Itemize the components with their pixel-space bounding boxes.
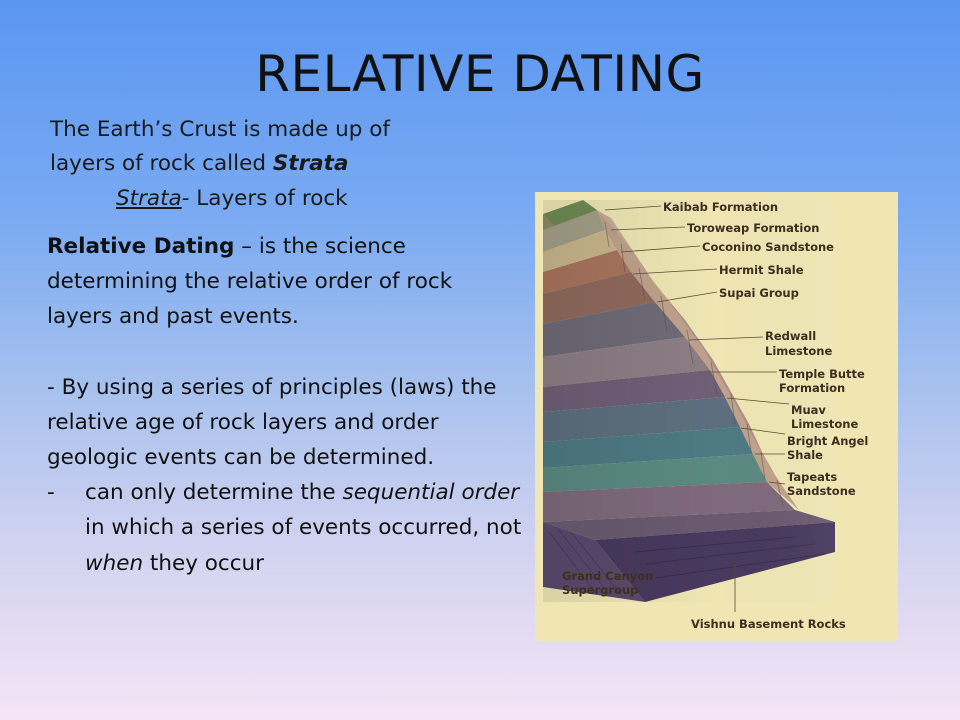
label-bright-angel-1: Bright Angel <box>787 434 869 448</box>
relative-dating-text: – is the science determining the relative order of rock layers and past events. <box>47 234 453 330</box>
bullet-text <box>85 475 522 581</box>
strata-emphasis: Strata <box>272 151 349 176</box>
label-redwall-1: Redwall <box>765 329 817 343</box>
bullet-dash: - <box>47 480 55 506</box>
label-tapeats-1: Tapeats <box>787 470 838 484</box>
label-hermit-shale: Hermit Shale <box>719 263 804 277</box>
crust-line-2 <box>50 147 470 181</box>
label-coconino-sandstone: Coconino Sandstone <box>702 240 834 254</box>
body-text <box>47 229 522 581</box>
sequential-order-bullet <box>47 475 522 581</box>
label-muav-1: Muav <box>791 403 826 417</box>
label-temple-butte-1: Temple Butte <box>779 367 865 381</box>
slide-title: RELATIVE DATING <box>255 45 705 103</box>
label-supai-group: Supai Group <box>719 286 799 300</box>
relative-dating-term: Relative Dating <box>47 234 235 259</box>
crust-line-1: The Earth’s Crust is made up of <box>50 117 390 142</box>
bullet-text-2: in which a series of events occurred, not <box>85 515 522 541</box>
bullet-text-3: they occur <box>143 550 265 576</box>
label-grand-canyon-supergroup-2: Supergroup <box>562 583 639 597</box>
label-toroweap-formation: Toroweap Formation <box>687 221 820 235</box>
label-redwall-2: Limestone <box>765 344 833 358</box>
strata-definition <box>116 182 348 216</box>
principles-paragraph: - By using a series of principles (laws) the relative age of rock layers and order geologic events can be determined. <box>47 374 497 471</box>
sequential-order-emphasis: sequential order <box>342 480 520 506</box>
label-vishnu-basement-rocks: Vishnu Basement Rocks <box>691 617 846 631</box>
grand-canyon-strata-figure <box>535 192 898 641</box>
label-tapeats-2: Sandstone <box>787 484 856 498</box>
label-temple-butte-2: Formation <box>779 381 846 395</box>
strata-term: Strata <box>116 186 182 211</box>
label-muav-2: Limestone <box>791 417 859 431</box>
label-kaibab-formation: Kaibab Formation <box>663 200 779 214</box>
when-emphasis: when <box>85 550 144 576</box>
crust-line-2-text: layers of rock called <box>50 151 273 176</box>
label-bright-angel-2: Shale <box>787 448 823 462</box>
strata-definition-text: - Layers of rock <box>181 186 348 211</box>
label-grand-canyon-supergroup-1: Grand Canyon <box>562 569 654 583</box>
bullet-text-1: can only determine the <box>85 480 343 506</box>
relative-dating-definition <box>47 229 522 335</box>
crust-statement <box>50 113 470 181</box>
